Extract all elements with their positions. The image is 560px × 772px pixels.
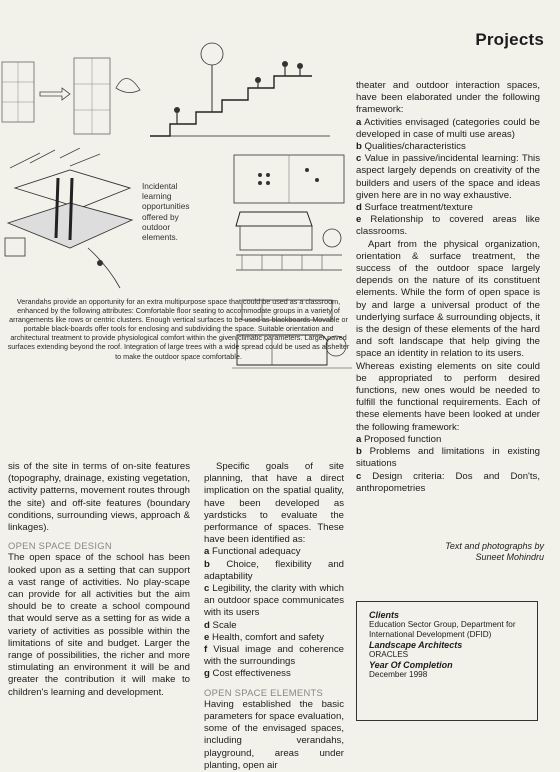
list-item: d Surface treatment/texture bbox=[356, 202, 473, 214]
section-heading: OPEN SPACE DESIGN bbox=[8, 540, 112, 552]
body-column-2 bbox=[204, 461, 344, 772]
list-item: c Value in passive/incidental learning: This aspect largely depends on creativity of the builders and users of the space and ideas given here are in no way exhaustive. bbox=[356, 153, 540, 201]
year-value: December 1998 bbox=[369, 670, 428, 679]
paragraph: theater and outdoor interaction spaces, have been elaborated under the following framework: bbox=[356, 80, 540, 116]
paragraph: Apart from the physical organization, orientation & surface treatment, the success of the outdoor space largely depends on the nature of its constituent elements. While the form of open space is by and large a universal product of the underlying surface & surrounding objects, it is the design of these elements of the hard and soft landscape that help giving the space an identity in relation to its users. bbox=[356, 238, 540, 360]
body-column-1 bbox=[8, 461, 190, 699]
clients-value: Education Sector Group, Department for International Development (DFID) bbox=[369, 620, 516, 639]
tree-play-elements-sketch bbox=[0, 148, 140, 293]
page-title: Projects bbox=[475, 30, 544, 49]
verandah-caption: Verandahs provide an opportunity for an extra multipurpose space that could be used as a classroom, enhanced by the following attributes: Comfortable floor seating to accommodate groups in a variety of arrangements like rows or centric clusters. Enough vertical surfaces to be used as blackboards Movable or portable black-boards offer tools for enclosing and subdividing the space. Suitable orientation and architectural treatment to provide physiological comfort within the given climatic parameters. Larger paved surfaces extending beyond the roof. Integration of large trees with a wide spread could be used as a shelter to make the outdoor space comfortable. bbox=[7, 297, 350, 361]
list-item: a Activities envisaged (categories could be developed in case of multi use areas) bbox=[356, 116, 540, 140]
list-item: f Visual image and coherence with the surroundings bbox=[204, 644, 344, 668]
landscape-architects-value: ORACLES bbox=[369, 650, 409, 659]
paragraph: Whereas existing elements on site could be appropriated to perform desired functions, new ones would be needed to fulfill the functional requirements. Each of these elements have been looked at under the following framework: bbox=[356, 360, 540, 433]
paragraph: Having established the basic parameters for space evaluation, some of the envisaged spaces, including verandahs, playground, areas under planting, open air bbox=[204, 698, 344, 771]
landscape-architects-label: Landscape Architects bbox=[369, 640, 463, 650]
paragraph: The open space of the school has been looked upon as a setting that can support a vast range of activities. No play-scape can provide for all activities but the aim should be to create a school compound that would serve as a setting for as wide a variety of activities as possible within the limitations of site and budget. Larger the range of possibilities, the richer and more stimulating an environment it will be and greater the contribution it will make to children's learning and development. bbox=[8, 552, 190, 698]
list-item: e Relationship to covered areas like classrooms. bbox=[356, 214, 540, 238]
paragraph: Specific goals of site planning, that have a direct implication on the spatial quality, have been developed as yardsticks to evaluate the performance of spaces. These have been identified as: bbox=[204, 461, 344, 546]
playground-plan-sketch bbox=[212, 150, 352, 295]
paragraph: sis of the site in terms of on-site features (topography, drainage, existing vegetation, activity patterns, movement routes through the site) and off-site features (boundary conditions, surrounding views, approach & linkages). bbox=[8, 461, 190, 534]
photo-credit: Text and photographs by Suneet Mohindru bbox=[445, 541, 544, 562]
year-label: Year Of Completion bbox=[369, 660, 453, 670]
project-info-box bbox=[356, 601, 538, 721]
stepped-seating-sketch bbox=[0, 40, 345, 150]
clients-label: Clients bbox=[369, 610, 400, 620]
list-item: c Design criteria: Dos and Don'ts, anthropometries bbox=[356, 470, 540, 494]
list-item: a Proposed function bbox=[356, 433, 442, 445]
list-item: e Health, comfort and safety bbox=[204, 631, 324, 643]
list-item: d Scale bbox=[204, 619, 237, 631]
list-item: c Legibility, the clarity with which an outdoor space communicates with its users bbox=[204, 583, 344, 619]
list-item: a Functional adequacy bbox=[204, 546, 301, 558]
body-column-3 bbox=[356, 80, 540, 495]
section-heading: OPEN SPACE ELEMENTS bbox=[204, 686, 324, 698]
list-item: b Choice, flexibility and adaptability bbox=[204, 558, 344, 582]
list-item: b Qualities/characteristics bbox=[356, 141, 466, 153]
list-item: b Problems and limitations in existing situations bbox=[356, 446, 540, 470]
list-item: g Cost effectiveness bbox=[204, 668, 291, 680]
outdoor-elements-caption: Incidental learning opportunities offered by outdoor elements. bbox=[142, 181, 190, 243]
